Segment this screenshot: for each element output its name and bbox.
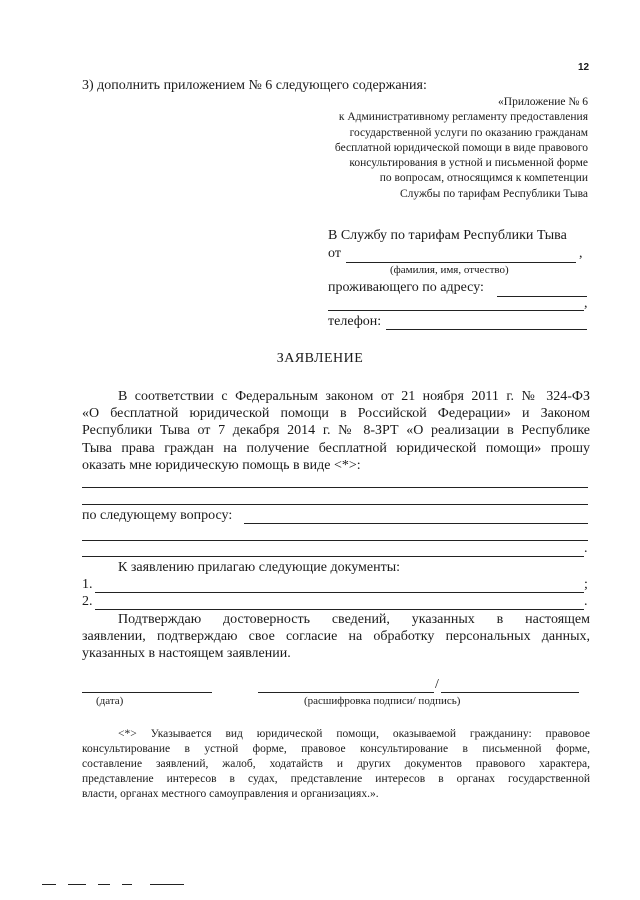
page-number: 12 [578, 62, 590, 73]
annex-line: государственной услуги по оказанию гражданам [349, 126, 588, 139]
sign-decode-field[interactable] [258, 692, 434, 693]
phone-field[interactable] [386, 329, 587, 330]
question-end: . [584, 541, 588, 556]
address-field-2[interactable] [328, 310, 584, 311]
request-paragraph [82, 388, 590, 474]
paragraph-line: «О бесплатной юридической помощи в Российской Федерации» и Законом [82, 406, 590, 422]
scan-mark [150, 884, 184, 885]
from-suffix: , [579, 246, 583, 261]
annex-line: к Административному регламенту предоставления [338, 111, 588, 124]
help-type-field-2[interactable] [82, 504, 588, 505]
paragraph-line: Тыва права граждан на получение бесплатной юридической помощи» прошу [82, 440, 590, 456]
sign-slash: / [435, 677, 439, 692]
sign-field[interactable] [441, 692, 579, 693]
footnote-line: <*> Указывается вид юридической помощи, оказываемой гражданину: правовое [118, 728, 590, 740]
question-field-3[interactable] [82, 556, 584, 557]
help-type-field[interactable] [82, 487, 588, 488]
date-field[interactable] [82, 692, 212, 693]
attach-num-2: 2. [82, 594, 93, 609]
footnote-line: власти, органах местного самоуправления и организациях.». [82, 788, 379, 800]
confirm-paragraph [82, 611, 590, 663]
addressee-to: В Службу по тарифам Республики Тыва [328, 228, 567, 243]
paragraph-line: В соответствии с Федеральным законом от 21 ноября 2011 г. № 324-ФЗ [118, 389, 590, 404]
intro-text: 3) дополнить приложением № 6 следующего содержания: [82, 78, 427, 93]
footnote [82, 727, 590, 802]
document-title: ЗАЯВЛЕНИЕ [276, 351, 364, 366]
date-caption: (дата) [96, 695, 124, 707]
footnote-line: представление интересов в судах, представление интересов в органах государственной [82, 773, 590, 785]
footnote-line: консультирование в устной форме, правовое консультирование в письменной форме, [82, 743, 590, 755]
from-label: от [328, 246, 341, 261]
paragraph-line: оказать мне юридическую помощь в виде <*>: [82, 457, 361, 473]
attach-end-2: . [584, 594, 588, 609]
confirm-line: Подтверждаю достоверность сведений, указанных в настоящем [118, 612, 590, 627]
annex-line: консультирования в устной и письменной форме [349, 157, 588, 170]
fio-caption: (фамилия, имя, отчество) [390, 264, 509, 276]
sign-caption: (расшифровка подписи/ подпись) [304, 695, 461, 707]
annex-line: «Приложение № 6 [498, 96, 588, 108]
attach-label: К заявлению прилагаю следующие документы: [118, 560, 401, 575]
fio-field[interactable] [346, 262, 576, 263]
attach-field-2[interactable] [95, 609, 584, 610]
scan-mark [68, 884, 86, 885]
attach-end-1: ; [584, 577, 588, 592]
scan-mark [98, 884, 110, 885]
confirm-line: заявлении, подтверждаю свое согласие на обработку персональных данных, [82, 629, 590, 645]
attach-field-1[interactable] [95, 592, 584, 593]
scan-mark [42, 884, 56, 885]
annex-line: бесплатной юридической помощи в виде правового [334, 141, 588, 154]
question-field-2[interactable] [82, 540, 588, 541]
annex-line: Службы по тарифам Республики Тыва [399, 187, 588, 200]
question-field[interactable] [244, 523, 588, 524]
address-label: проживающего по адресу: [328, 280, 484, 295]
scan-mark [122, 884, 132, 885]
annex-line: по вопросам, относящимся к компетенции [379, 172, 588, 185]
attach-num-1: 1. [82, 577, 93, 592]
address-suffix: , [584, 296, 588, 311]
question-label: по следующему вопросу: [82, 508, 233, 523]
footnote-line: составление заявлений, жалоб, ходатайств и других документов правового характера, [82, 758, 590, 770]
annex-header [288, 95, 588, 202]
paragraph-line: Республики Тыва от 7 декабря 2014 г. № 8-ЗРТ «О реализации в Республике [82, 423, 590, 439]
address-field[interactable] [497, 296, 587, 297]
phone-label: телефон: [328, 314, 382, 329]
confirm-line: указанных в настоящем заявлении. [82, 646, 291, 662]
